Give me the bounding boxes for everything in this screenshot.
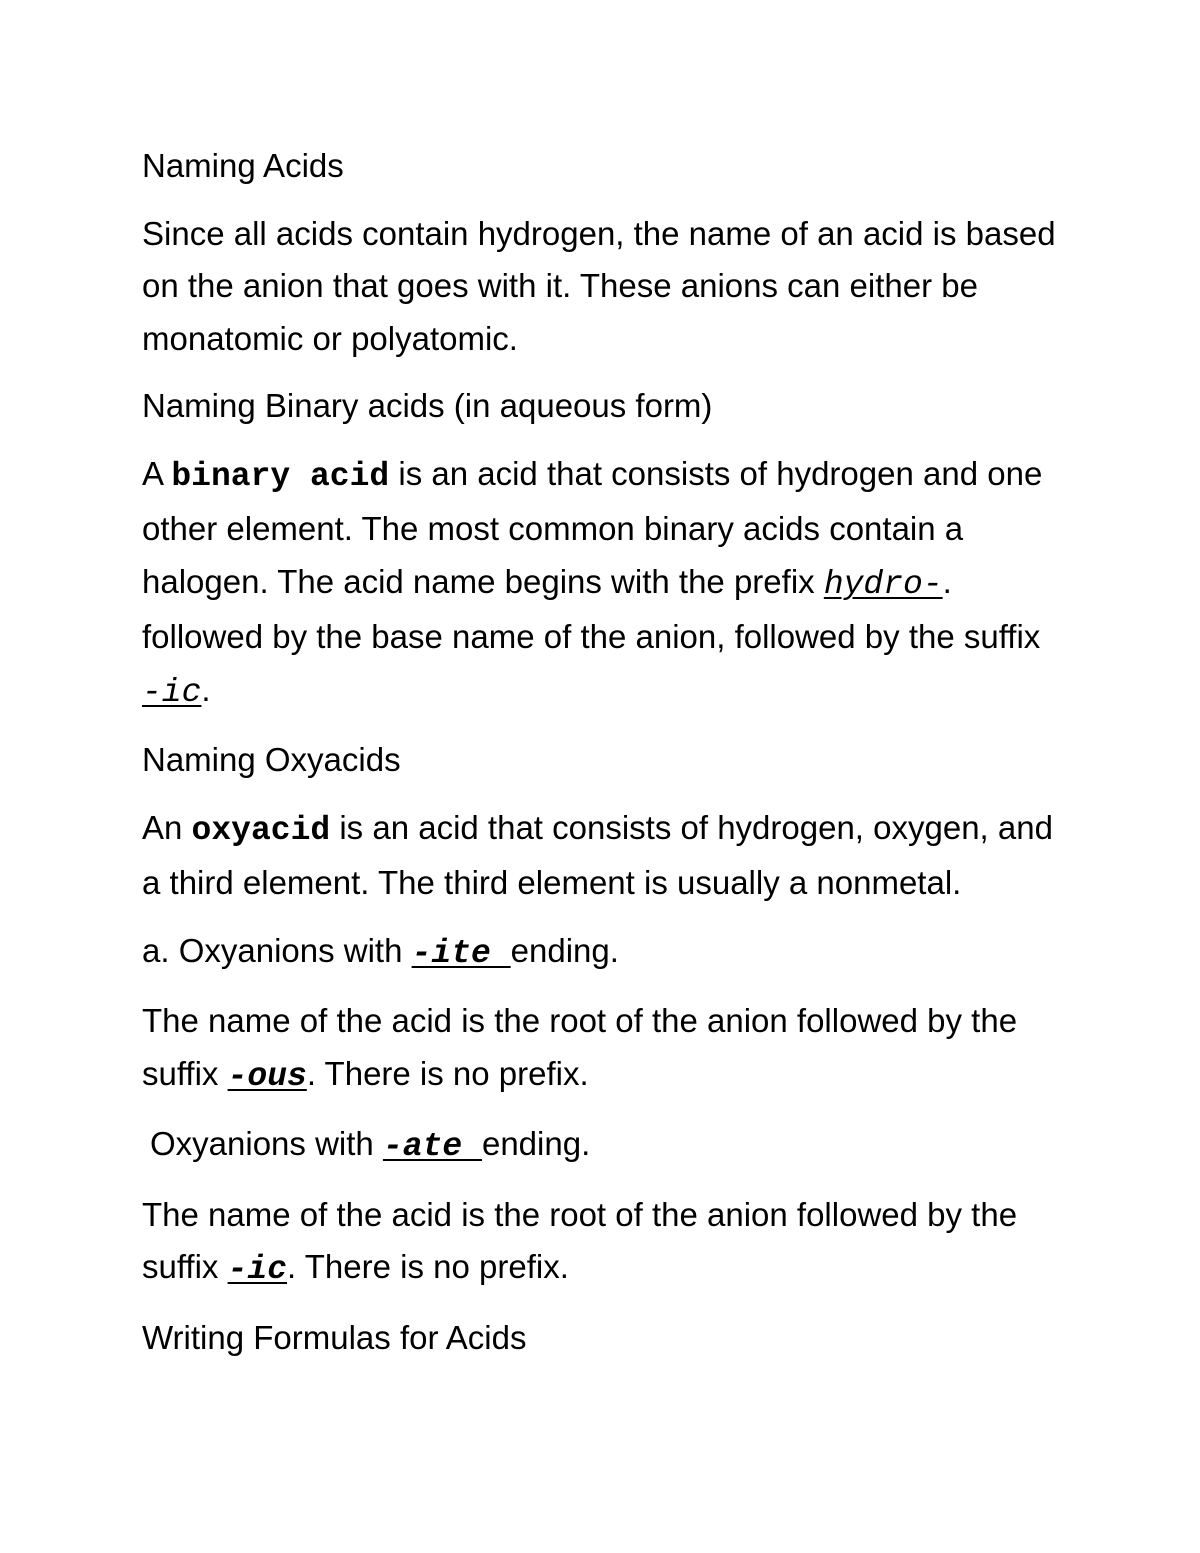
heading-naming-acids: Naming Acids	[142, 147, 344, 184]
ate-ending-line	[142, 1118, 1062, 1174]
ate-text-1: Oxyanions with	[150, 1125, 383, 1162]
ite-rule-paragraph	[142, 995, 1062, 1103]
binary-text-4: .	[201, 670, 211, 708]
oxyacid-text-1: An	[142, 808, 192, 846]
ic-suffix: -ic	[142, 673, 202, 711]
ite-ending: -ite	[411, 934, 511, 972]
hydro-prefix: hydro-	[823, 565, 943, 603]
document-page	[142, 140, 1062, 1379]
ate-ending: -ate	[382, 1128, 482, 1165]
ate-text-2: ending.	[481, 1125, 591, 1162]
oxyacid-paragraph	[142, 802, 1062, 910]
intro-paragraph: Since all acids contain hydrogen, the name of an acid is based on the anion that goes with it. These anions can either be monatomic or polyatomic.	[142, 214, 1056, 357]
oxyacid-text-2: is an acid that consists of hydrogen, oxygen, and a third element. The third element is usually a nonmetal.	[142, 808, 1053, 901]
binary-text-3: . followed by the base name of the anion, followed by the suffix	[142, 562, 1041, 655]
heading-binary-acids: Naming Binary acids (in aqueous form)	[142, 387, 713, 424]
ite-rule-text-2: . There is no prefix.	[306, 1054, 589, 1092]
ic-suffix-ate: -ic	[227, 1251, 288, 1288]
ite-ending-line	[142, 925, 1062, 981]
heading-oxyacids: Naming Oxyacids	[142, 741, 401, 778]
ate-rule-paragraph	[142, 1189, 1062, 1297]
ous-suffix: -ous	[227, 1057, 307, 1095]
binary-text-1: A	[142, 454, 172, 492]
ite-text-2: ending.	[510, 931, 619, 969]
heading-writing-formulas: Writing Formulas for Acids	[142, 1318, 527, 1356]
binary-acid-term: binary acid	[171, 457, 390, 495]
ate-rule-text-1: The name of the acid is the root of the anion followed by the suffix	[142, 1195, 1018, 1285]
ite-rule-text-1: The name of the acid is the root of the anion followed by the suffix	[142, 1002, 1018, 1092]
oxyacid-term: oxyacid	[191, 811, 331, 849]
binary-text-2: is an acid that consists of hydrogen and one other element. The most common binary acids contain a halogen. The acid name begins with the prefix	[142, 454, 1043, 600]
binary-acid-paragraph	[142, 448, 1062, 720]
ate-rule-text-2: . There is no prefix.	[287, 1248, 569, 1285]
ite-text-1: a. Oxyanions with	[142, 931, 412, 969]
